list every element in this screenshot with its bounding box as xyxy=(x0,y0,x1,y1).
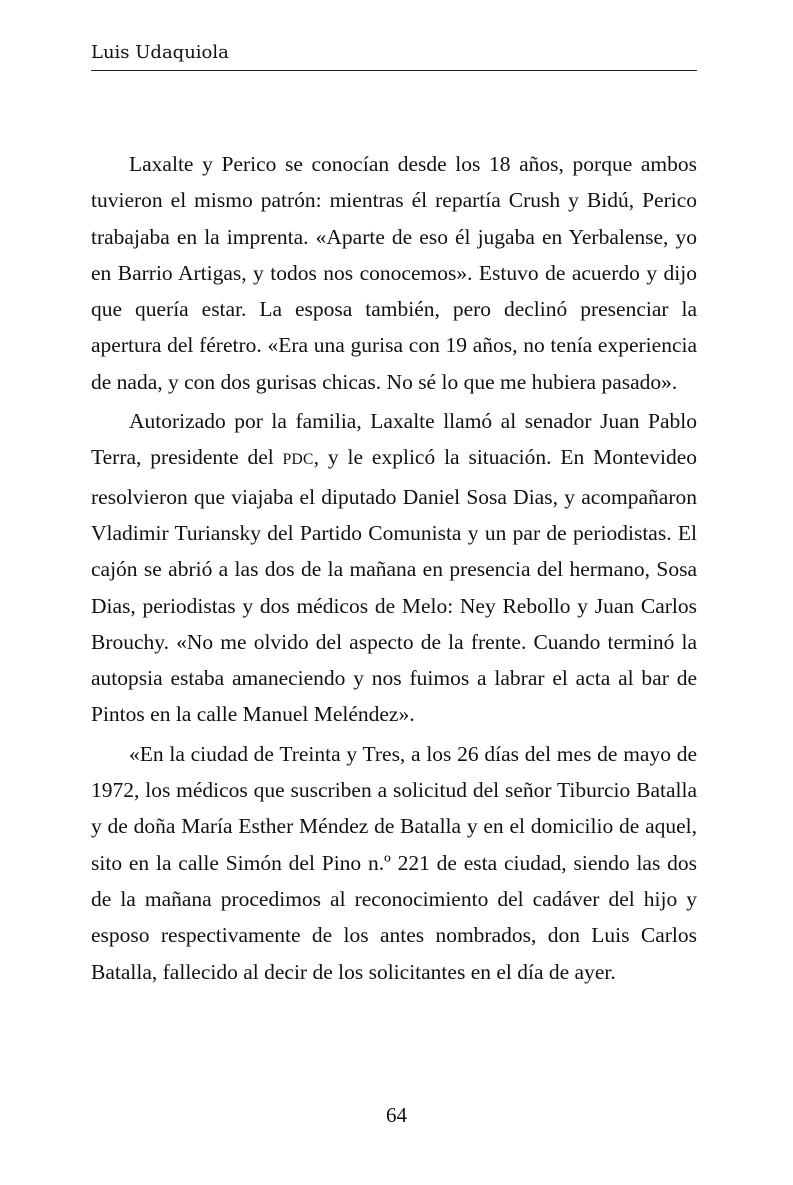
paragraph-2 xyxy=(91,403,697,733)
running-head-author: Luis Udaquiola xyxy=(91,42,229,63)
page-number: 64 xyxy=(386,1103,407,1127)
header-rule xyxy=(91,70,697,71)
paragraph-2-text-end: , y le explicó la situación. En Montevideo resolvieron que viajaba el diputado Daniel Sosa Dias, y acompañaron Vladimir Turiansky del Partido Comunista y un par de periodistas. El cajón se abrió a las dos de la mañana en presencia del hermano, Sosa Dias, periodistas y dos médicos de Melo: Ney Rebollo y Juan Carlos Brouchy. «No me olvido del aspecto de la frente. Cuando terminó la autopsia estaba amaneciendo y nos fuimos a labrar el acta al bar de Pintos en la calle Manuel Meléndez». xyxy=(91,445,697,727)
paragraph-2-text-start: Autorizado por la familia, Laxalte llamó al senador Juan Pablo Terra, presidente del xyxy=(91,409,697,470)
body-text xyxy=(91,146,697,990)
paragraph-3: «En la ciudad de Treinta y Tres, a los 26 días del mes de mayo de 1972, los médicos que suscriben a solicitud del señor Tiburcio Batalla y de doña María Esther Méndez de Batalla y en el domicilio de aquel, sito en la calle Simón del Pino n.º 221 de esta ciudad, siendo las dos de la mañana procedimos al reconocimiento del cadáver del hijo y esposo respectivamente de los antes nombrados, don Luis Carlos Batalla, fallecido al decir de los solicitantes en el día de ayer. xyxy=(91,741,697,984)
paragraph-1: Laxalte y Perico se conocían desde los 18 años, porque ambos tuvieron el mismo patrón: mientras él repartía Crush y Bidú, Perico trabajaba en la imprenta. «Aparte de eso él jugaba en Yerbalense, yo en Barrio Artigas, y todos nos conocemos». Estuvo de acuerdo y dijo que quería estar. La esposa también, pero declinó presenciar la apertura del féretro. «Era una gurisa con 19 años, no tenía experiencia de nada, y con dos gurisas chicas. No sé lo que me hubiera pasado». xyxy=(91,152,697,394)
abbreviation-pdc: PDC xyxy=(282,451,314,469)
page-header xyxy=(91,40,697,71)
